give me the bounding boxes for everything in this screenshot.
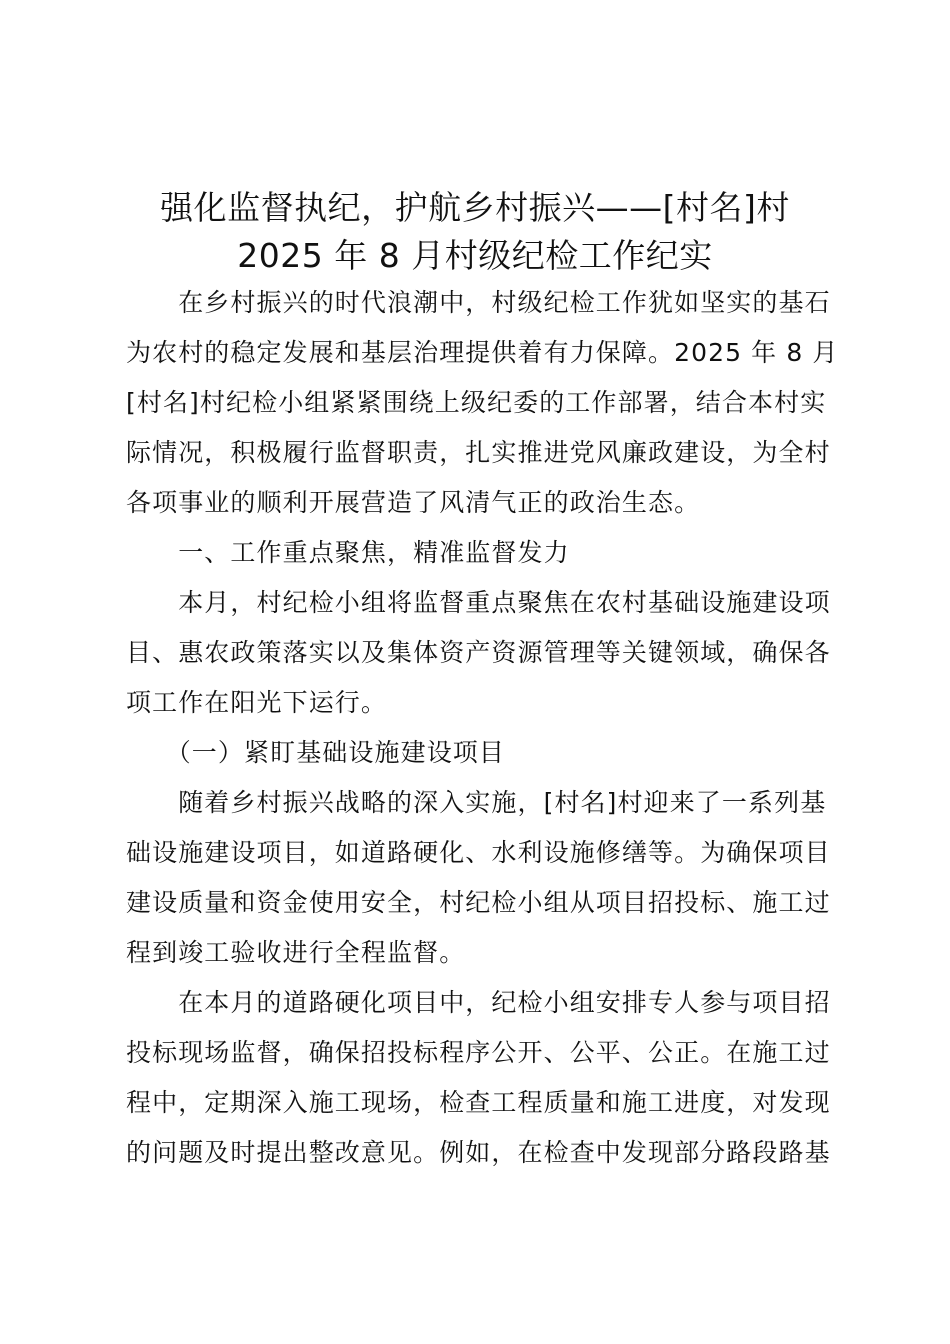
body-text-line: 的问题及时提出整改意见。例如，在检查中发现部分路段路基 xyxy=(126,1138,831,1167)
subsection-heading: （一）紧盯基础设施建设项目 xyxy=(126,738,506,767)
document-title-line-1: 强化监督执纪，护航乡村振兴——[村名]村 xyxy=(160,188,790,227)
body-text-line: 项工作在阳光下运行。 xyxy=(126,688,388,717)
body-text-line: 目、惠农政策落实以及集体资产资源管理等关键领域，确保各 xyxy=(126,638,831,667)
body-text-line: 各项事业的顺利开展营造了风清气正的政治生态。 xyxy=(126,488,701,517)
body-text-line: 投标现场监督，确保招投标程序公开、公平、公正。在施工过 xyxy=(126,1038,831,1067)
body-text-line: 程到竣工验收进行全程监督。 xyxy=(126,938,466,967)
body-text-line: [村名]村纪检小组紧紧围绕上级纪委的工作部署，结合本村实 xyxy=(126,388,827,417)
body-text-line: 随着乡村振兴战略的深入实施，[村名]村迎来了一系列基 xyxy=(126,788,827,817)
body-text-line: 程中，定期深入施工现场，检查工程质量和施工进度，对发现 xyxy=(126,1088,831,1117)
section-heading: 一、工作重点聚焦，精准监督发力 xyxy=(126,538,570,567)
document-title-line-2: 2025 年 8 月村级纪检工作纪实 xyxy=(237,236,713,275)
body-text-line: 本月，村纪检小组将监督重点聚焦在农村基础设施建设项 xyxy=(126,588,831,617)
body-text-line: 础设施建设项目，如道路硬化、水利设施修缮等。为确保项目 xyxy=(126,838,831,867)
body-text-line: 建设质量和资金使用安全，村纪检小组从项目招投标、施工过 xyxy=(126,888,831,917)
body-text-line: 在本月的道路硬化项目中，纪检小组安排专人参与项目招 xyxy=(126,988,831,1017)
body-text-line: 际情况，积极履行监督职责，扎实推进党风廉政建设，为全村 xyxy=(126,438,831,467)
body-text-line: 在乡村振兴的时代浪潮中，村级纪检工作犹如坚实的基石 xyxy=(126,288,831,317)
body-text-line: 为农村的稳定发展和基层治理提供着有力保障。2025 年 8 月 xyxy=(126,338,839,367)
